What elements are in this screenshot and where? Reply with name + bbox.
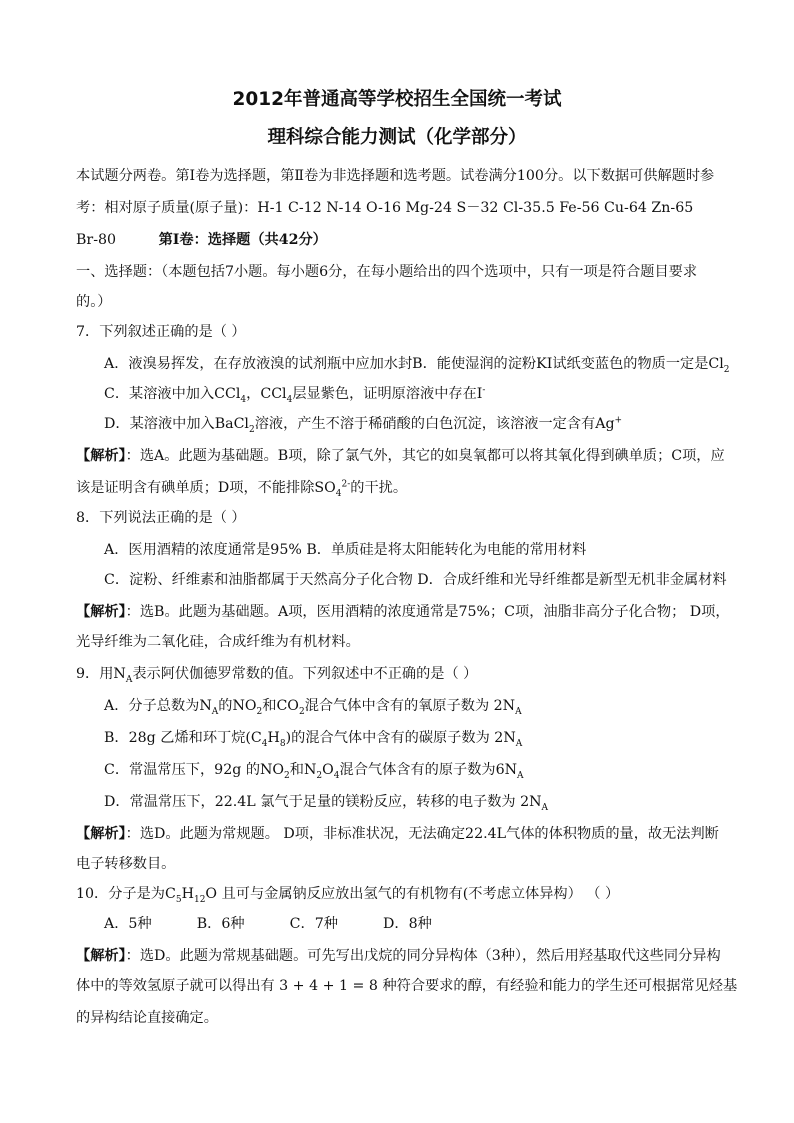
q10-stem: 10．分子是为$C_5H_{12}O$ 且可与金属钠反应放出氢气的有机物有(不考虑立体异构） （ ） (76, 886, 620, 905)
q7-stem: 7．下列叙述正确的是（ ） (76, 324, 246, 340)
q7-option-ab: A．液溴易挥发，在存放液溴的试剂瓶中应加水封B．能使湿润的淀粉KI试纸变蓝色的物质一定是$Cl_2$ (104, 356, 730, 375)
q10-analysis-2: 体中的等效氢原子就可以得出有 3 + 4 + 1 = 8 种符合要求的醇，有经验和能力的学生还可根据常见烃基 (76, 978, 738, 994)
q9-option-a: A．分子总数为$N_A$的$NO_2$和$CO_2$混合气体中含有的氧原子数为 $2N_A$ (104, 698, 522, 717)
q8-stem: 8．下列说法正确的是（ ） (76, 510, 246, 526)
q9-option-b: B．28g 乙烯和环丁烷$(C_4H_8)$的混合气体中含有的碳原子数为 $2N_A$ (104, 730, 523, 749)
volume-one-heading: 第Ⅰ卷：选择题（共42分） (158, 232, 327, 248)
atomic-mass-br: Br-80 (76, 232, 117, 248)
q8-option-ab: A．医用酒精的浓度通常是95% B．单质硅是将太阳能转化为电能的常用材料 (104, 542, 587, 558)
section-line-1: 一、选择题：（本题包括7小题。每小题6分，在每小题给出的四个选项中，只有一项是符合题目要求 (76, 264, 698, 280)
analysis-label: 【解析】 (76, 604, 126, 620)
analysis-label: 【解析】 (76, 448, 126, 464)
q7-analysis-1: 【解析】：选A。此题为基础题。B项，除了氯气外，其它的如臭氧都可以将其氧化得到碘单质；C项，应 (76, 448, 725, 464)
q9-analysis-2: 电子转移数目。 (76, 856, 176, 872)
analysis-label: 【解析】 (76, 826, 126, 842)
page-subtitle: 理科综合能力测试（化学部分） (267, 127, 527, 148)
q10-analysis-1: 【解析】：选D。此题为常规基础题。可先写出戊烷的同分异构体（3种），然后用羟基取代这些同分异构 (76, 948, 721, 964)
q10-options: A．5种 B．6种 C．7种 D．8种 (104, 916, 432, 932)
section-line-2: 的。） (76, 294, 112, 310)
q7-analysis-2: 该是证明含有碘单质；D项，不能排除$SO_4^{2-}$的干扰。 (76, 479, 408, 499)
q9-option-d: D．常温常压下，22.4L 氯气于足量的镁粉反应，转移的电子数为 $2N_A$ (104, 794, 549, 813)
q7-option-d: D．某溶液中加入BaCl$_2$溶液，产生不溶于稀硝酸的白色沉淀，该溶液一定含有Ag+ (104, 415, 623, 435)
q7-option-c: C．某溶液中加入CCl$_4$，CCl$_4$层显紫色，证明原溶液中存在I- (104, 385, 486, 405)
q9-stem: 9．用$N_A$表示阿伏伽德罗常数的值。下列叙述中不正确的是（ ） (76, 666, 478, 685)
q9-option-c: C．常温常压下，92g 的$NO_2$和$N_2O_4$混合气体含有的原子数为$6N_A$ (104, 762, 524, 781)
intro-line-2: 考：相对原子质量(原子量)：H-1 C-12 N-14 O-16 Mg-24 S－32 Cl-35.5 Fe-56 Cu-64 Zn-65 (76, 200, 694, 216)
q8-option-cd: C．淀粉、纤维素和油脂都属于天然高分子化合物 D．合成纤维和光导纤维都是新型无机非金属材料 (104, 572, 727, 588)
page-title: 2012年普通高等学校招生全国统一考试 (232, 89, 562, 110)
analysis-label: 【解析】 (76, 948, 126, 964)
q9-analysis-1: 【解析】：选D。此题为常规题。 D项，非标准状况，无法确定22.4L气体的体积物质的量，故无法判断 (76, 826, 719, 842)
q8-analysis-2: 光导纤维为二氧化硅，合成纤维为有机材料。 (76, 634, 360, 650)
intro-line-1: 本试题分两卷。第Ⅰ卷为选择题，第Ⅱ卷为非选择题和选考题。试卷满分100分。以下数据可供解题时参 (76, 168, 715, 184)
q8-analysis-1: 【解析】：选B。此题为基础题。A项，医用酒精的浓度通常是75%；C项，油脂非高分子化合物； D项， (76, 604, 730, 620)
intro-line-3 (76, 230, 327, 250)
q10-analysis-3: 的异构结论直接确定。 (76, 1010, 218, 1026)
